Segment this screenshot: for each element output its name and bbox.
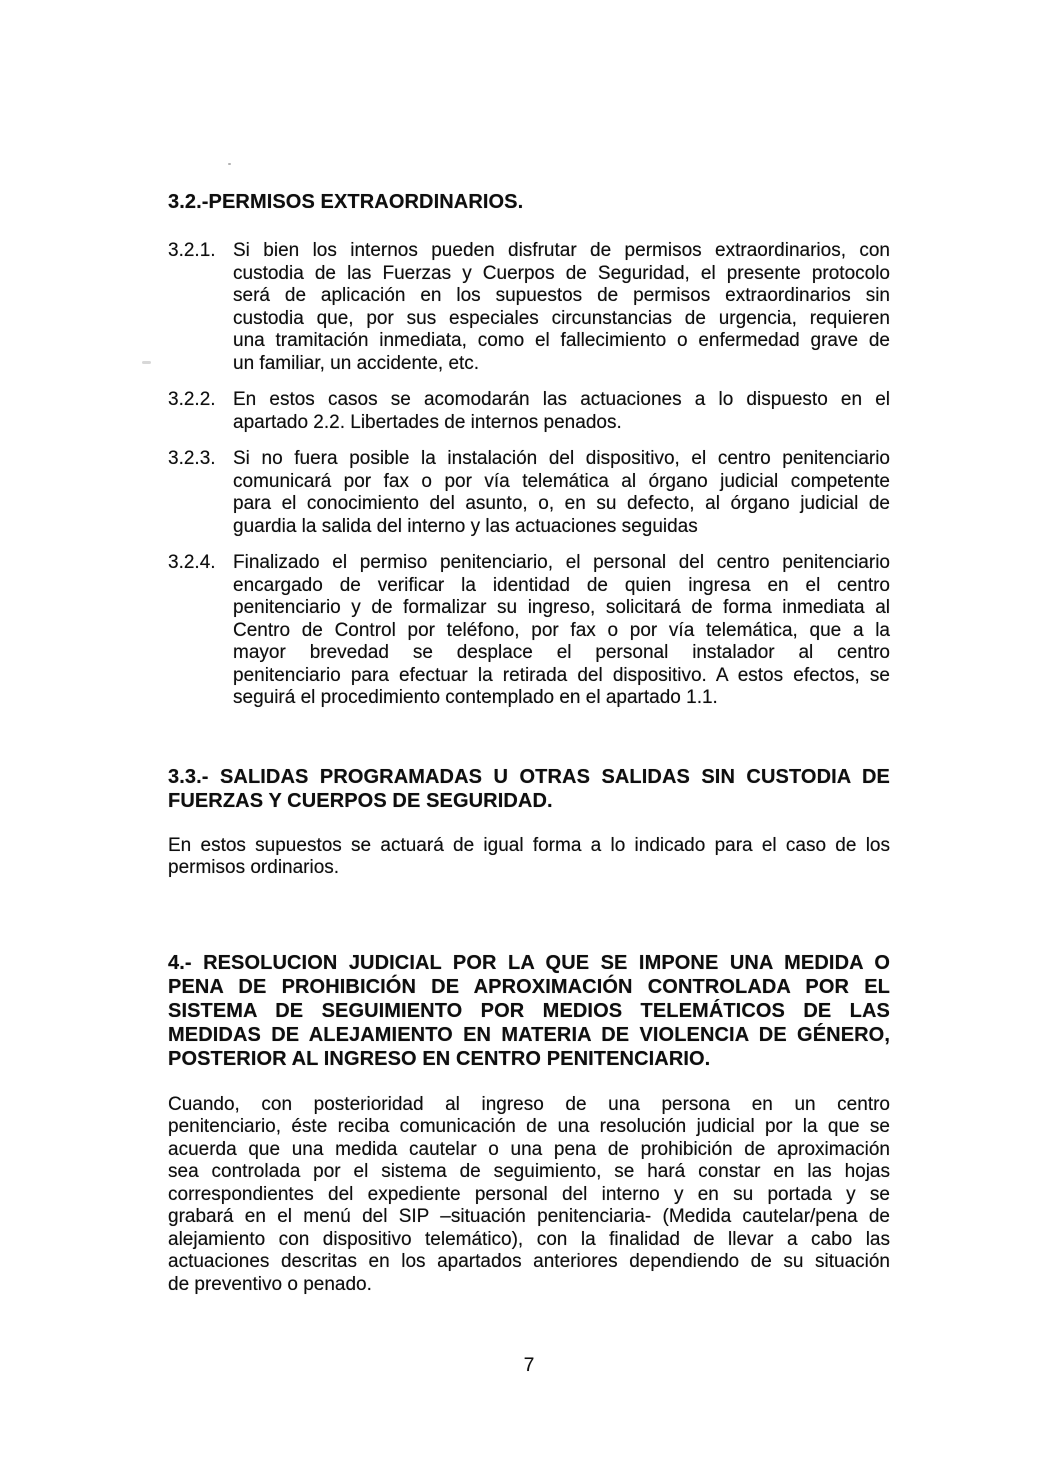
text-line: seguirá el procedimiento contemplado en el apartado 1.1.: [233, 687, 718, 708]
heading-line: SISTEMA DE SEGUIMIENTO POR MEDIOS TELEMÁTICOS DE LAS: [168, 999, 890, 1022]
item-text: [233, 552, 890, 710]
item-text: [233, 448, 890, 538]
heading-line: 4.- RESOLUCION JUDICIAL POR LA QUE SE IMPONE UNA MEDIDA O: [168, 951, 890, 974]
text-line: mayor brevedad se desplace el personal instalador al centro: [233, 642, 890, 663]
text-line: comunicará por fax o por vía telemática al órgano judicial competente: [233, 470, 890, 492]
item-text: [233, 240, 890, 375]
text-line: encargado de verificar la identidad de quien ingresa en el centro: [233, 574, 890, 596]
text-line: sea controlada por el sistema de seguimiento, se hará constar en las hojas: [168, 1161, 890, 1182]
heading-line: PENA DE PROHIBICIÓN DE APROXIMACIÓN CONTROLADA POR EL: [168, 975, 890, 998]
text-line: Si bien los internos pueden disfrutar de permisos extraordinarios, con: [233, 240, 890, 261]
text-line: apartado 2.2. Libertades de internos penados.: [233, 411, 622, 433]
heading-line: POSTERIOR AL INGRESO EN CENTRO PENITENCIARIO.: [168, 1047, 711, 1070]
heading-line: 3.2.-PERMISOS EXTRAORDINARIOS.: [168, 191, 524, 213]
text-line: Cuando, con posterioridad al ingreso de una persona en un centro: [168, 1093, 890, 1115]
item-number: 3.2.4.: [168, 552, 216, 573]
text-line: guardia la salida del interno y las actuaciones seguidas: [233, 515, 698, 537]
text-line: penitenciario para efectuar la retirada del dispositivo. A estos efectos, se: [233, 664, 890, 686]
text-line: acuerda que una medida cautelar o una pena de prohibición de aproximación: [168, 1138, 890, 1160]
list-item-3-2-1: [168, 240, 890, 375]
text-line: para el conocimiento del asunto, o, en su defecto, al órgano judicial de: [233, 493, 890, 514]
section-heading-3-3: [168, 765, 890, 813]
text-line: Centro de Control por teléfono, por fax o por vía telemática, que a la: [233, 619, 890, 641]
text-line: alejamiento con dispositivo telemático), con la finalidad de llevar a cabo las: [168, 1228, 890, 1250]
text-line: grabará en el menú del SIP –situación penitenciaria- (Medida cautelar/pena de: [168, 1206, 890, 1227]
section-heading-3-2: [168, 190, 890, 214]
text-line: Finalizado el permiso penitenciario, el personal del centro penitenciario: [233, 552, 890, 573]
list-item-3-2-4: [168, 552, 890, 710]
text-line: penitenciario, éste reciba comunicación de una resolución judicial por la que se: [168, 1116, 890, 1137]
text-line: penitenciario y de formalizar su ingreso, solicitará de forma inmediata al: [233, 597, 890, 618]
item-number: 3.2.3.: [168, 448, 216, 469]
text-line: de preventivo o penado.: [168, 1273, 372, 1295]
page-number: 7: [523, 1355, 535, 1376]
item-text: [233, 389, 890, 434]
text-line: permisos ordinarios.: [168, 857, 340, 878]
text-line: En estos supuestos se actuará de igual forma a lo indicado para el caso de los: [168, 834, 890, 856]
text-line: un familiar, un accidente, etc.: [233, 352, 480, 374]
text-line: custodia que, por sus especiales circunstancias de urgencia, requieren: [233, 307, 890, 329]
text-line: Si no fuera posible la instalación del dispositivo, el centro penitenciario: [233, 448, 890, 469]
paragraph-4: [168, 1094, 890, 1297]
item-number: 3.2.2.: [168, 389, 216, 410]
heading-line: FUERZAS Y CUERPOS DE SEGURIDAD.: [168, 789, 553, 812]
text-line: En estos casos se acomodarán las actuaciones a lo dispuesto en el: [233, 389, 890, 410]
paragraph-3-3: [168, 835, 890, 880]
list-item-3-2-3: [168, 448, 890, 538]
scan-artifact: [142, 361, 151, 364]
section-heading-4: [168, 951, 890, 1071]
text-line: actuaciones descritas en los apartados anteriores dependiendo de su situación: [168, 1251, 890, 1272]
list-item-3-2-2: [168, 389, 890, 434]
text-line: correspondientes del expediente personal del interno y en su portada y se: [168, 1183, 890, 1205]
heading-line: 3.3.- SALIDAS PROGRAMADAS U OTRAS SALIDAS SIN CUSTODIA DE: [168, 765, 890, 788]
text-line: una tramitación inmediata, como el fallecimiento o enfermedad grave de: [233, 330, 890, 351]
heading-line: MEDIDAS DE ALEJAMIENTO EN MATERIA DE VIOLENCIA DE GÉNERO,: [168, 1023, 890, 1046]
scan-artifact: [228, 163, 231, 165]
text-line: será de aplicación en los supuestos de permisos extraordinarios sin: [233, 285, 890, 306]
text-line: custodia de las Fuerzas y Cuerpos de Seguridad, el presente protocolo: [233, 262, 890, 284]
item-number: 3.2.1.: [168, 240, 216, 261]
